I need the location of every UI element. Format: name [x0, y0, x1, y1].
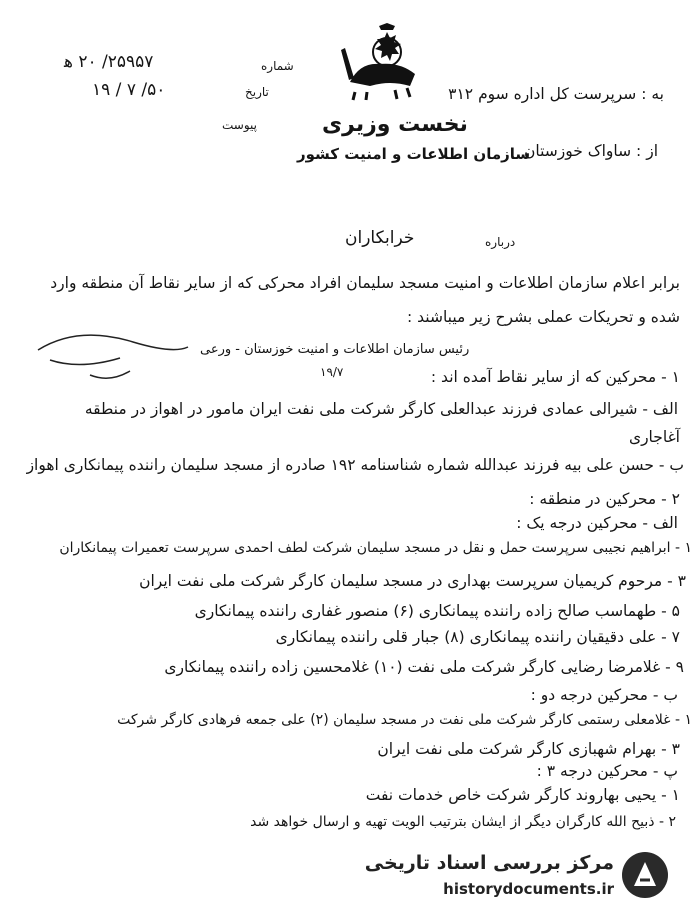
body-line-9: ۱ - ابراهیم نجیبی سرپرست حمل و نقل در مسجد سلیمان شرکت لطف احمدی سرپرست تعمیرات پیمانکاران: [59, 540, 692, 556]
body-line-4: الف - شیرالی عمادی فرزند عبدالعلی کارگر شرکت ملی نفت ایران مامور در اهواز در منطقه: [84, 400, 678, 418]
body-line-18: ۱ - یحیی بهاروند کارگر شرکت خاص خدمات نفت: [365, 786, 680, 804]
organization-title: سازمان اطلاعات و امنیت کشور: [297, 145, 531, 163]
subject-label: درباره: [485, 235, 516, 249]
watermark-url: historydocuments.ir: [443, 880, 614, 898]
body-line-6: ب - حسن علی بیه فرزند عبدالله شماره شناسنامه ۱۹۲ صادره از مسجد سلیمان راننده پیمانکاری اهواز: [26, 456, 684, 474]
from-line: از : ساواک خوزستان: [523, 142, 658, 160]
body-line-17: پ - محرکین درجه ۳ :: [536, 762, 678, 780]
ministry-title: نخست وزیری: [322, 112, 468, 137]
margin-scribble: [30, 320, 200, 390]
body-line-15: ۱ - غلامعلی رستمی کارگر شرکت ملی نفت در مسجد سلیمان (۲) علی جمعه فرهادی کارگر شرکت: [117, 712, 692, 728]
watermark: [364, 848, 674, 904]
body-line-5: آغاجاری: [628, 428, 680, 446]
number-value: ۲۵۹۵۷/ ۲۰ ه‍: [64, 52, 154, 72]
date-value: ۵۰/ ۷ / ۱۹: [92, 80, 166, 100]
body-line-11: ۵ - طهماسب صالح زاده راننده پیمانکاری (۶) منصور غفاری راننده پیمانکاری: [194, 602, 680, 620]
watermark-logo-icon: [620, 850, 670, 900]
lion-and-sun-emblem: [335, 22, 425, 102]
body-line-7: ۲ - محرکین در منطقه :: [529, 490, 680, 508]
to-line: به : سرپرست کل اداره سوم ۳۱۲: [448, 85, 664, 103]
body-line-19: ۲ - ذبیح الله کارگران دیگر از ایشان بترتیب الویت تهیه و ارسال خواهد شد: [250, 814, 676, 830]
body-line-10: ۳ - مرحوم کریمیان سرپرست بهداری در مسجد سلیمان کارگر شرکت ملی نفت ایران: [139, 572, 686, 590]
watermark-name: مرکز بررسی اسناد تاریخی: [364, 852, 614, 874]
number-label: شماره: [261, 59, 294, 73]
date-label: تاریخ: [245, 85, 269, 99]
body-line-16: ۳ - بهرام شهبازی کارگر شرکت ملی نفت ایران: [377, 740, 680, 758]
body-line-3: ۱ - محرکین که از سایر نقاط آمده اند :: [430, 368, 680, 386]
attachment-label: پیوست: [222, 118, 257, 132]
margin-note-2: ۱۹/۷: [320, 365, 344, 379]
body-line-13: ۹ - غلامرضا رضایی کارگر شرکت ملی نفت (۱۰) غلامحسین زاده راننده پیمانکاری: [164, 658, 684, 676]
body-line-1: برابر اعلام سازمان اطلاعات و امنیت مسجد سلیمان افراد محرکی که از سایر نقاط آن منطقه وارد: [50, 274, 680, 292]
body-line-14: ب - محرکین درجه دو :: [530, 686, 678, 704]
margin-note-1: رئیس سازمان اطلاعات و امنیت خوزستان - ورعی: [200, 342, 470, 357]
subject-value: خرابکاران: [345, 228, 415, 248]
body-line-12: ۷ - علی دقیقیان راننده پیمانکاری (۸) جبار قلی راننده پیمانکاری: [275, 628, 680, 646]
body-line-2: شده و تحریکات عملی بشرح زیر میباشند :: [407, 308, 680, 326]
body-line-8: الف - محرکین درجه یک :: [516, 514, 678, 532]
